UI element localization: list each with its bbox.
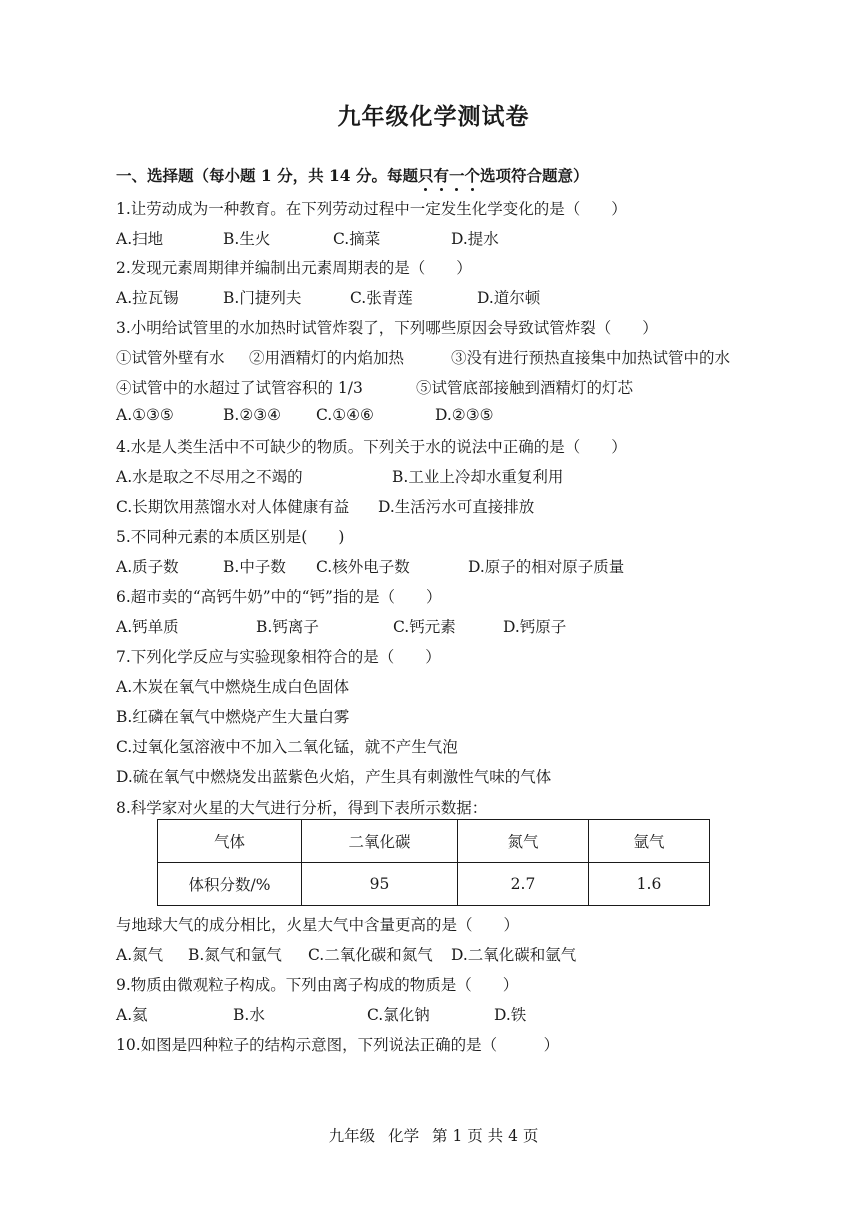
option-a: A.钙单质 [116,618,179,636]
option-a: A.木炭在氧气中燃烧生成白色固体 [116,678,350,696]
question-8-question: 与地球大气的成分相比，火星大气中含量更高的是（ ） [116,916,520,934]
question-3-items-row1 [116,346,816,366]
option-c: C.摘菜 [333,230,381,248]
question-2-options [116,286,816,306]
question-8-options [116,943,816,963]
section-suffix: 选项符合题意） [480,166,589,185]
table-cell: 氮气 [458,820,589,863]
question-4-stem: 4.水是人类生活中不可缺少的物质。下列关于水的说法中正确的是（ ） [116,438,627,456]
page-title: 九年级化学测试卷 [337,103,530,130]
emphasis-char: 只 [417,166,434,185]
question-5-stem: 5.不同种元素的本质区别是( ) [116,528,345,546]
option-b: B.中子数 [223,558,286,576]
question-2-stem: 2.发现元素周期律并编制出元素周期表的是（ ） [116,259,472,277]
table-cell: 95 [302,863,458,906]
option-d: D.生活污水可直接排放 [378,498,535,516]
option-b: B.②③④ [223,406,282,424]
option-d: D.原子的相对原子质量 [468,558,625,576]
table-cell: 气体 [158,820,302,863]
mars-atmosphere-table [157,819,710,906]
question-1-options [116,227,816,247]
option-d: D.提水 [451,230,499,248]
question-7-stem: 7.下列化学反应与实验现象相符合的是（ ） [116,648,441,666]
question-3-stem: 3.小明给试管里的水加热时试管炸裂了，下列哪些原因会导致试管炸裂（ ） [116,319,658,337]
emphasis-char: 一 [448,166,465,185]
reason-item: ⑤试管底部接触到酒精灯的灯芯 [416,379,634,397]
option-d: D.道尔顿 [477,289,541,307]
question-9-options [116,1003,816,1023]
table-cell: 体积分数/% [158,863,302,906]
reason-item: ①试管外壁有水 [116,349,225,367]
option-a: A.氦 [116,1006,148,1024]
question-9-stem: 9.物质由微观粒子构成。下列由离子构成的物质是（ ） [116,976,519,994]
option-a: A.质子数 [116,558,179,576]
emphasis-char: 有 [433,166,449,185]
option-c: C.长期饮用蒸馏水对人体健康有益 [116,498,350,516]
question-4-options-row1 [116,465,816,485]
table-cell: 二氧化碳 [302,820,458,863]
option-a: A.水是取之不尽用之不竭的 [116,468,303,486]
table-header-row [158,820,710,863]
option-d: D.硫在氧气中燃烧发出蓝紫色火焰，产生具有刺激性气味的气体 [116,768,552,786]
question-3-options [116,406,816,426]
question-5-options [116,555,816,575]
option-b: B.工业上冷却水重复利用 [392,468,564,486]
option-b: B.生火 [223,230,271,248]
table-cell: 氩气 [589,820,710,863]
reason-item: ④试管中的水超过了试管容积的 1/3 [116,379,363,397]
question-8-stem: 8.科学家对火星的大气进行分析，得到下表所示数据： [116,799,488,817]
emphasis-char: 个 [464,166,481,185]
footer-page-number: 第 1 页 共 4 页 [432,1127,539,1145]
footer-subject: 化学 [388,1127,420,1145]
reason-item: ②用酒精灯的内焰加热 [249,349,405,367]
question-10-stem: 10.如图是四种粒子的结构示意图，下列说法正确的是（ ） [116,1036,560,1054]
question-3-items-row2 [116,376,816,396]
footer-grade: 九年级 [328,1127,376,1145]
option-b: B.氮气和氩气 [188,946,282,964]
option-c: C.氯化钠 [367,1006,430,1024]
question-6-options [116,615,816,635]
option-b: B.门捷列夫 [223,289,302,307]
option-b: B.水 [233,1006,265,1024]
section-prefix: 一、选择题（每小题 1 分，共 14 分。每题 [116,166,418,185]
option-d: D.钙原子 [503,618,567,636]
option-d: D.二氧化碳和氩气 [451,946,577,964]
option-c: C.核外电子数 [316,558,410,576]
option-a: A.氮气 [116,946,164,964]
option-c: C.过氧化氢溶液中不加入二氧化锰，就不产生气泡 [116,738,458,756]
option-b: B.红磷在氧气中燃烧产生大量白雾 [116,708,350,726]
option-c: C.张青莲 [350,289,413,307]
option-d: D.②③⑤ [435,406,494,424]
question-1-stem: 1.让劳动成为一种教育。在下列劳动过程中一定发生化学变化的是（ ） [116,200,627,218]
table-row [158,863,710,906]
question-6-stem: 6.超市卖的“高钙牛奶”中的“钙”指的是（ ） [116,588,442,606]
page-footer [0,1124,867,1146]
table-cell: 1.6 [589,863,710,906]
table-cell: 2.7 [458,863,589,906]
option-b: B.钙离子 [256,618,319,636]
option-a: A.扫地 [116,230,164,248]
option-a: A.拉瓦锡 [116,289,179,307]
question-4-options-row2 [116,495,816,515]
option-c: C.钙元素 [393,618,456,636]
option-d: D.铁 [494,1006,527,1024]
reason-item: ③没有进行预热直接集中加热试管中的水 [451,349,731,367]
option-c: C.二氧化碳和氮气 [308,946,433,964]
option-c: C.①④⑥ [316,406,374,424]
option-a: A.①③⑤ [116,406,174,424]
section-heading [116,164,589,186]
